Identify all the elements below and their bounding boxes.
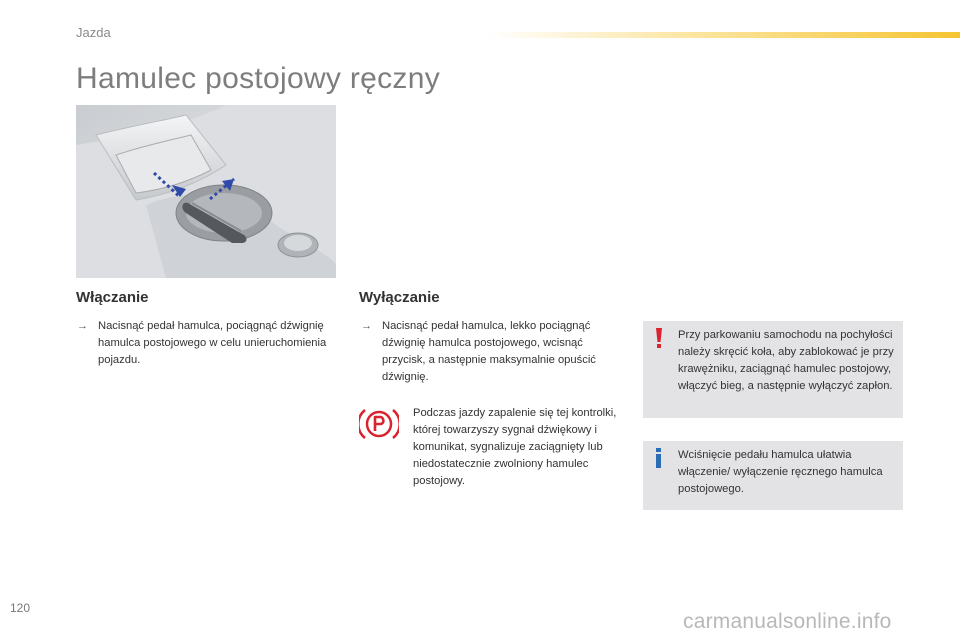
warning-lamp-description: Podczas jazdy zapalenie się tej kontrolki, której towarzyszy sygnał dźwiękowy i komunikat, sygnalizuje zaciągnięty lub niedostatecznie zwolniony hamulec postojowy.: [413, 407, 617, 487]
header-accent-bar: [486, 32, 960, 38]
info-box-text: Wciśnięcie pedału hamulca ułatwia włączenie/ wyłączenie ręcznego hamulca postojowego.: [678, 449, 883, 495]
engage-instruction: [77, 318, 328, 369]
page-number: 120: [10, 601, 31, 615]
brake-pedal-info-box: [643, 441, 903, 510]
parking-slope-warning-box: [643, 321, 903, 418]
release-instruction: [361, 318, 628, 386]
warning-box-text: Przy parkowaniu samochodu na pochyłości należy skręcić koła, aby zablokować je przy krawężniku, zaciągnąć hamulec postojowy, włączyć bieg, a następnie wyłączyć zapłon.: [678, 329, 894, 392]
parking-brake-warning-icon: [359, 406, 399, 442]
engage-text: Nacisnąć pedał hamulca, pociągnąć dźwignię hamulca postojowego w celu unieruchomienia pojazdu.: [98, 320, 327, 366]
handbrake-illustration: [76, 105, 336, 278]
arrow-bullet-icon: →: [361, 320, 372, 332]
release-text: Nacisnąć pedał hamulca, lekko pociągnąć dźwignię hamulca postojowego, wcisnąć przycisk, a następnie maksymalnie opuścić dźwignię.: [382, 320, 596, 383]
section-tag: Jazda: [76, 25, 111, 40]
info-icon: [651, 447, 667, 469]
arrow-bullet-icon: →: [77, 320, 88, 332]
exclamation-icon: [651, 327, 667, 349]
watermark: carmanualsonline.info: [683, 610, 892, 633]
page-title: Hamulec postojowy ręczny: [76, 62, 441, 95]
engage-heading: Włączanie: [76, 289, 149, 306]
release-heading: Wyłączanie: [359, 289, 440, 306]
